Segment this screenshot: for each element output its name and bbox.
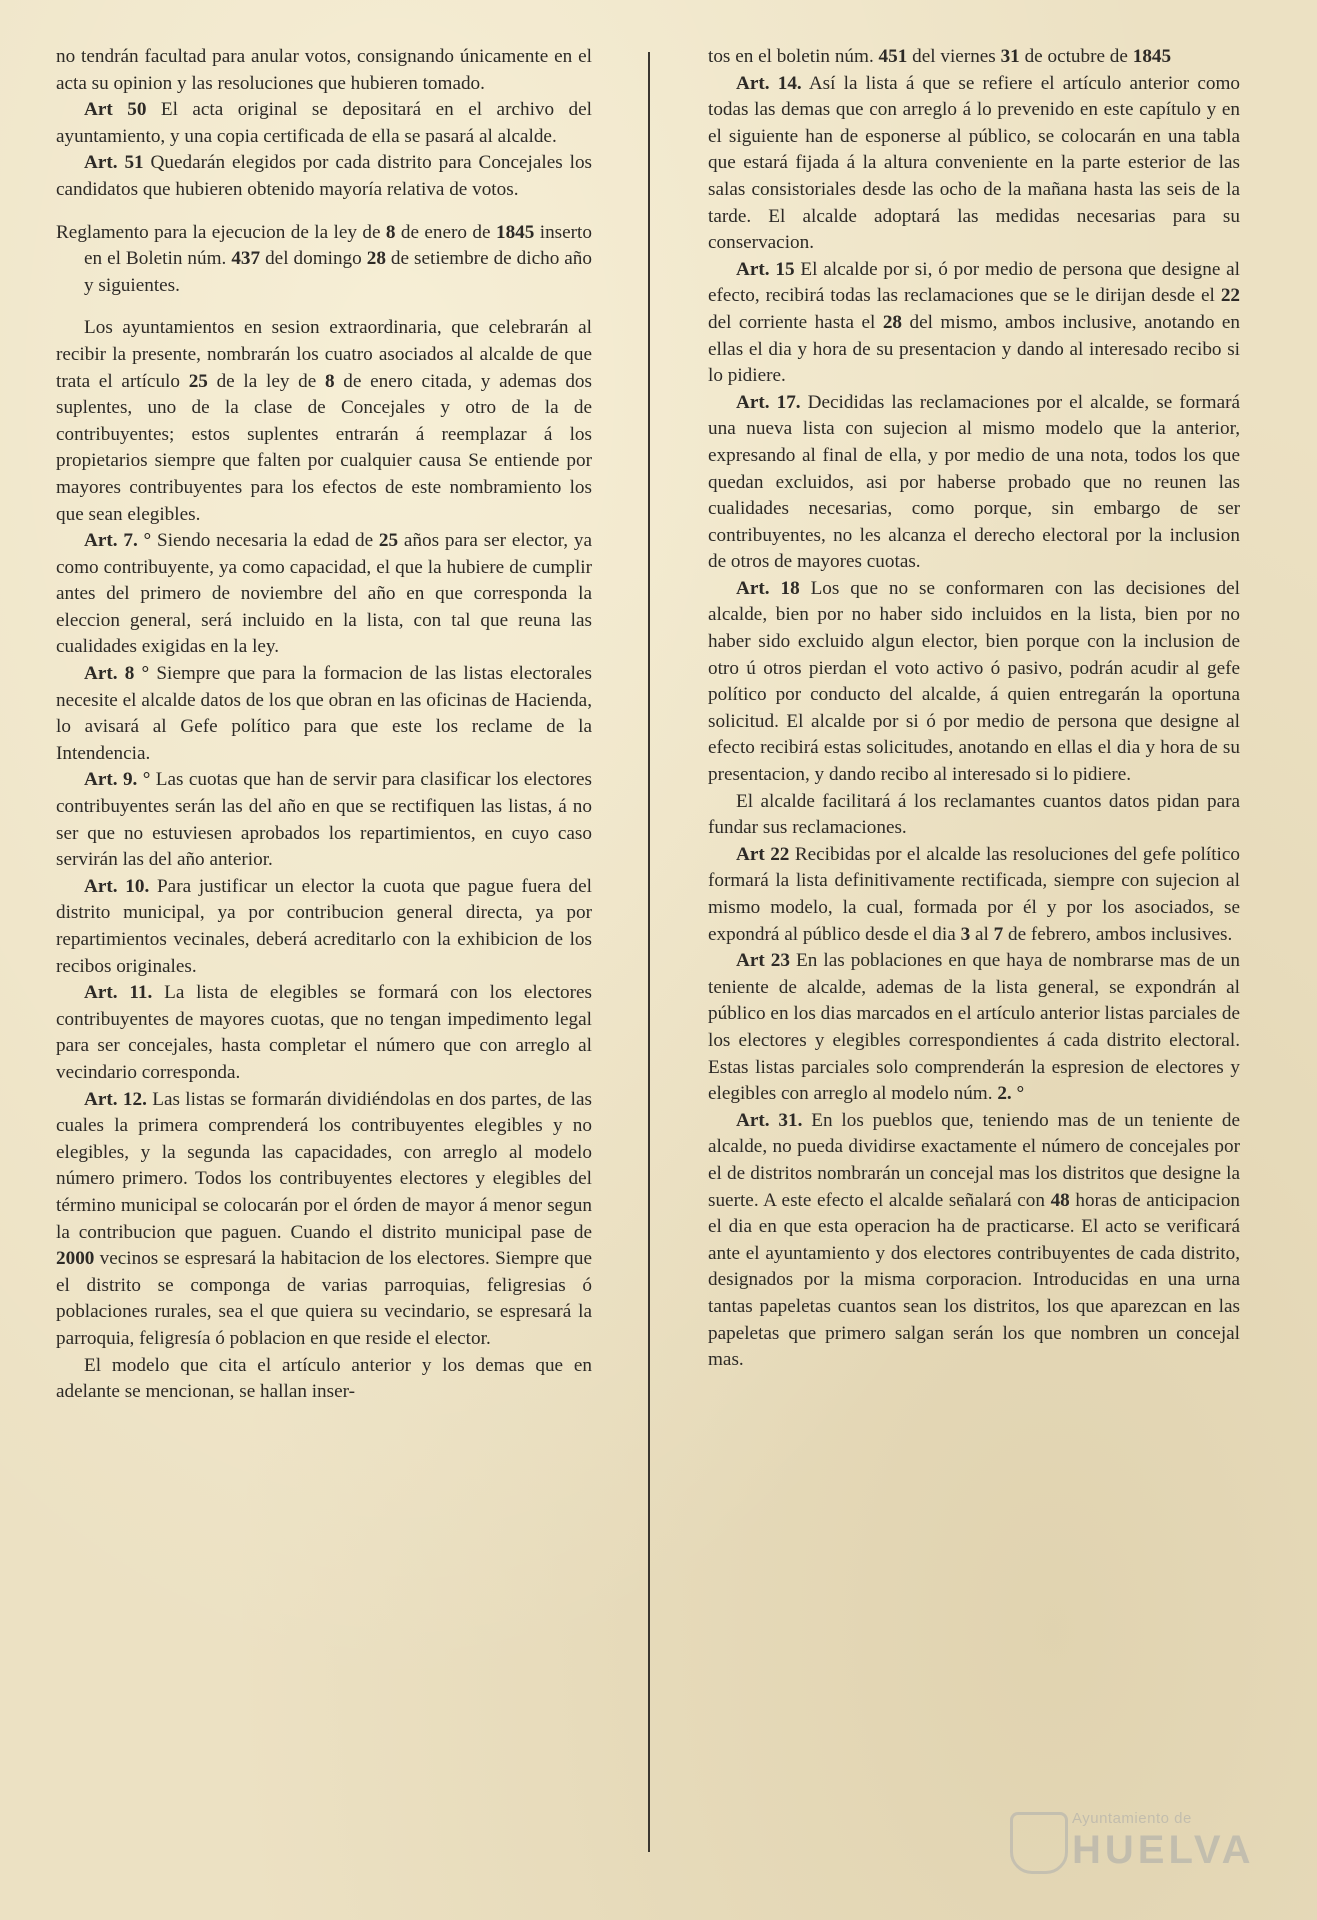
intro-text: de la ley de bbox=[207, 370, 325, 392]
article-12 bbox=[56, 1087, 592, 1353]
article-number: 2. ° bbox=[997, 1083, 1025, 1105]
archive-watermark bbox=[1010, 1808, 1280, 1872]
article-text: del mismo, ambos inclusive, anotando en ellas el dia y hora de su presentacion y dando al interesado recibo si lo pidiere. bbox=[708, 311, 1240, 387]
article-text: al bbox=[970, 923, 994, 945]
article-7 bbox=[56, 528, 592, 661]
article-text: Recibidas por el alcalde las resoluciones del gefe político formará la lista definitivamente rectificada, siempre con sujecion al mismo modelo, la cual, formada por él y por los asociados, se expondrá al público desde el dia bbox=[708, 843, 1240, 945]
article-text: El acta original se depositará en el archivo del ayuntamiento, y una copia certificada de ella se pasará al alcalde. bbox=[56, 99, 592, 147]
article-number: 28 bbox=[882, 311, 903, 333]
article-label: Art. 15 bbox=[736, 258, 795, 280]
reglamento-heading bbox=[56, 220, 592, 300]
article-17 bbox=[708, 390, 1240, 576]
article-label: Art. 14. bbox=[736, 72, 802, 94]
reglamento-number: 437 bbox=[231, 248, 261, 270]
article-label: Art. 11. bbox=[84, 982, 153, 1004]
reglamento-text: de setiembre de dicho año y siguientes. bbox=[84, 248, 592, 296]
facilitara-paragraph: El alcalde facilitará á los reclamantes cuantos datos pidan para fundar sus reclamaciones. bbox=[708, 790, 1240, 839]
article-label: Art. 12. bbox=[84, 1088, 147, 1110]
article-text: Las cuotas que han de servir para clasificar los electores contribuyentes serán las del año en que se rectifiquen las listas, á no ser que no estuviesen aprobados los repartimientos, en cuyo caso servirán las del año anterior. bbox=[56, 769, 592, 871]
article-label: Art. 31. bbox=[736, 1109, 803, 1131]
article-text: horas de anticipacion el dia en que esta operacion ha de practicarse. El acto se verificará ante el ayuntamiento y dos electores contribuyentes de cada distrito, designados por la misma corporacion. Introducidas en una urna tantas papeletas cuantos sean los distritos, los que aparezcan en las papeletas que primero salgan serán los que nombren un concejal mas. bbox=[708, 1189, 1241, 1371]
watermark-line-2: HUELVA bbox=[1072, 1828, 1255, 1872]
article-number: 3 bbox=[960, 923, 971, 945]
reglamento-number: 1845 bbox=[495, 221, 535, 243]
watermark-line-1: Ayuntamiento de bbox=[1072, 1810, 1192, 1827]
article-text: En las poblaciones en que haya de nombrarse mas de un teniente de alcalde, ademas de la lista general, se expondrán al público en los dias marcados en el artículo anterior listas parciales de los electores y elegibles correspondientes á cada distrito electoral. Estas listas parciales solo comprenderán la espresion de electores y elegibles con arreglo al modelo núm. bbox=[708, 950, 1240, 1105]
crest-icon bbox=[1010, 1812, 1068, 1874]
article-text: Siendo necesaria la edad de bbox=[151, 530, 379, 552]
article-18 bbox=[708, 576, 1240, 789]
article-22 bbox=[708, 842, 1240, 948]
reglamento-text: de enero de bbox=[395, 221, 496, 243]
continuation-text: tos en el boletin núm. bbox=[708, 46, 879, 67]
reglamento-text: del domingo bbox=[260, 248, 367, 270]
article-15 bbox=[708, 257, 1240, 390]
article-text: Para justificar un elector la cuota que pague fuera del distrito municipal, ya por contribucion general directa, ya por repartimientos vecinales, deberá acreditarlo con la exhibicion de los recibos originales. bbox=[56, 875, 593, 977]
article-51 bbox=[56, 150, 592, 203]
article-label: Art. 17. bbox=[736, 391, 801, 413]
right-column bbox=[708, 44, 1240, 1374]
article-label: Art. 7. ° bbox=[84, 530, 152, 552]
article-label: Art 50 bbox=[84, 99, 147, 121]
article-11 bbox=[56, 980, 592, 1086]
article-label: Art. 8 ° bbox=[84, 663, 150, 685]
article-10 bbox=[56, 874, 592, 980]
reglamento-text: inserto en el Boletin núm. bbox=[84, 221, 592, 270]
continuation-number: 451 bbox=[878, 46, 908, 67]
article-number: 22 bbox=[1220, 285, 1240, 307]
article-text: Quedarán elegidos por cada distrito para Concejales los candidatos que hubieren obtenido mayoría relativa de votos. bbox=[56, 152, 593, 200]
article-50 bbox=[56, 97, 592, 150]
article-text: Las listas se formarán dividiéndolas en dos partes, de las cuales la primera comprenderá los contribuyentes elegibles y no elegibles, y la segunda las capacidades, con arreglo al modelo número primero. Todos los contribuyentes electores y elegibles del término municipal se colocarán por el órden de mayor á menor segun la contribucion que paguen. Cuando el distrito municipal pase de bbox=[56, 1088, 592, 1243]
article-label: Art. 9. ° bbox=[84, 769, 151, 791]
article-31 bbox=[708, 1108, 1240, 1374]
article-number: 48 bbox=[1050, 1189, 1070, 1211]
article-number: 7 bbox=[993, 923, 1004, 945]
continuation-paragraph bbox=[708, 44, 1240, 71]
article-label: Art 23 bbox=[736, 950, 790, 972]
left-column bbox=[56, 44, 592, 1406]
article-number: 2000 bbox=[56, 1248, 95, 1270]
intro-number: 25 bbox=[188, 370, 208, 392]
article-9 bbox=[56, 767, 592, 873]
continuation-text: de octubre de bbox=[1019, 46, 1133, 67]
reglamento-number: 28 bbox=[366, 248, 386, 270]
article-8 bbox=[56, 661, 592, 767]
article-text: Siempre que para la formacion de las listas electorales necesite el alcalde datos de los que obran en las oficinas de Hacienda, lo avisará al Gefe político para que este los reclame de la Intendencia. bbox=[56, 663, 592, 764]
article-23 bbox=[708, 948, 1240, 1108]
article-label: Art. 18 bbox=[736, 577, 800, 599]
continuation-text: del viernes bbox=[907, 46, 1001, 67]
article-text: vecinos se espresará la habitacion de los electores. Siempre que el distrito se componga de varias parroquias, feligresias ó poblaciones rurales, sea el que quiera su vecindario, se espresará la parroquia, feligresía ó poblacion en que reside el elector. bbox=[56, 1248, 592, 1349]
intro-text: de enero citada, y ademas dos suplentes, uno de la clase de Concejales y otro de la de contribuyentes; estos suplentes entrarán á reemplazar á los propietarios siempre que falten por cualquier causa Se entiende por mayores contribuyentes para los efectos de este nombramiento los que sean elegibles. bbox=[56, 370, 592, 525]
intro-paragraph bbox=[56, 315, 592, 528]
article-text: La lista de elegibles se formará con los electores contribuyentes de mayores cuotas, que no tengan impedimento legal para ser concejales, hasta completar el número que con arreglo al vecindario corresponda. bbox=[56, 982, 592, 1083]
article-text: El alcalde por si, ó por medio de persona que designe al efecto, recibirá todas las reclamaciones que se le dirijan desde el bbox=[708, 258, 1241, 307]
continuation-paragraph: no tendrán facultad para anular votos, consignando únicamente en el acta su opinion y las resoluciones que hubieren tomado. bbox=[56, 46, 592, 94]
article-label: Art 22 bbox=[736, 843, 790, 865]
article-text: de febrero, ambos inclusives. bbox=[1003, 923, 1233, 945]
article-text: Los que no se conformaren con las decisiones del alcalde, bien por no haber sido incluidos en la lista, bien por no haber sido excluido algun elector, bien porque con la inclusion de otro ú otros pierdan el voto activo ó pasivo, podrán acudir al gefe político por conducto del alcalde, á quien entregarán la oportuna solicitud. El alcalde por si ó por medio de persona que designe al efecto recibirá estas solicitudes, anotando en ellas el dia y hora de su presentacion, y dando recibo al interesado si lo pidiere. bbox=[708, 577, 1240, 786]
reglamento-text: Reglamento para la ejecucion de la ley de bbox=[56, 221, 386, 243]
article-text: En los pueblos que, teniendo mas de un teniente de alcalde, no pueda dividirse exactamente el número de concejales por el de distritos nombrarán un concejal mas los distritos que designe la suerte. A este efecto el alcalde señalará con bbox=[708, 1109, 1240, 1211]
intro-text: Los ayuntamientos en sesion extraordinaria, que celebrarán al recibir la presente, nombrarán los cuatro asociados al alcalde de que trata el artículo bbox=[56, 317, 592, 392]
article-text: del corriente hasta el bbox=[708, 311, 883, 333]
continuation-number: 1845 bbox=[1132, 46, 1172, 67]
modelo-paragraph: El modelo que cita el artículo anterior y los demas que en adelante se mencionan, se hallan inser- bbox=[56, 1354, 592, 1403]
article-text: años para ser elector, ya como contribuyente, ya como capacidad, el que la hubiere de cumplir antes del primero de noviembre del año en que corresponda la eleccion general, será incluido en la lista, con tal que reuna las cualidades exigidas en la ley. bbox=[56, 530, 593, 658]
article-number: 25 bbox=[378, 530, 399, 552]
article-label: Art. 10. bbox=[84, 875, 150, 897]
intro-number: 8 bbox=[324, 370, 335, 392]
reglamento-number: 8 bbox=[385, 221, 396, 243]
article-text: Así la lista á que se refiere el artículo anterior como todas las demas que con arreglo á lo prevenido en este capítulo y en el siguiente han de esponerse al público, se colocarán en una tabla que estará fijada á la altura conveniente en la parte esterior de las salas consistoriales desde las ocho de la mañana hasta las seis de la tarde. El alcalde adoptará las medidas necesarias para su conservacion. bbox=[708, 72, 1240, 254]
article-14 bbox=[708, 71, 1240, 257]
article-text: Decididas las reclamaciones por el alcalde, se formará una nueva lista con sujecion al mismo modelo que la anterior, expresando al final de ella, y por medio de una nota, todos los que quedan excluidos, asi por haberse probado que no reunen las cualidades necesarias, como porque, sin embargo de ser contribuyentes, no les alcanza el derecho electoral por la inclusion de otros de mayores cuotas. bbox=[708, 391, 1240, 573]
column-divider bbox=[648, 52, 650, 1852]
article-label: Art. 51 bbox=[84, 152, 144, 174]
continuation-number: 31 bbox=[1000, 46, 1020, 67]
